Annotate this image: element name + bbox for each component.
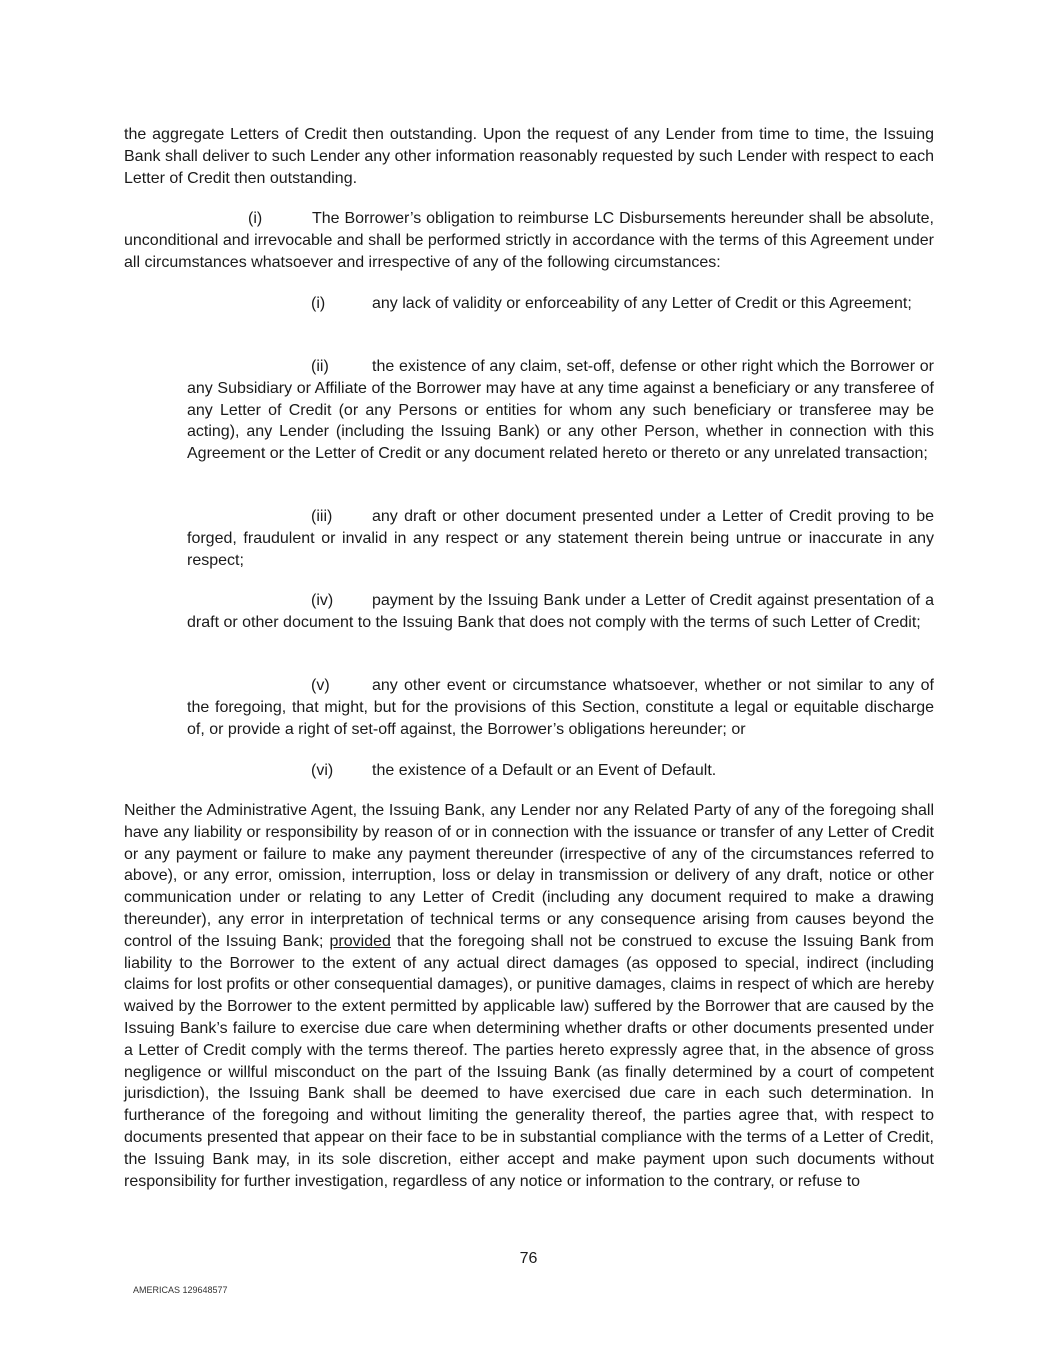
paragraph-bottom [124,800,934,1192]
clause-iv [187,590,934,634]
paragraph-top [124,124,934,189]
clause-iii [187,506,934,571]
section-i-text: The Borrower’s obligation to reimburse LC Disbursements hereunder shall be absolute, unconditional and irrevocable and shall be performed strictly in accordance with the terms of this Agreement under all circumstances whatsoever and irrespective of any of the following circumstances: [124,210,934,271]
page-number: 76 [519,1250,538,1267]
clause-text: any other event or circumstance whatsoever, whether or not similar to any of the foregoing, that might, but for the provisions of this Section, constitute a legal or equitable discharge of, or provide a right of set-off against, the Borrower’s obligations hereunder; or [187,677,934,738]
section-i-paragraph [124,208,934,273]
clause-number: (v) [311,677,330,694]
paragraph-top-text: the aggregate Letters of Credit then outstanding. Upon the request of any Lender from time to time, the Issuing Bank shall deliver to such Lender any other information reasonably requested by such Lender with respect to each Letter of Credit then outstanding. [124,126,934,187]
clause-vi [187,760,934,782]
clause-text: any draft or other document presented under a Letter of Credit proving to be forged, fraudulent or invalid in any respect or any statement therein being untrue or inaccurate in any respect; [187,508,934,569]
clause-ii [187,356,934,465]
clause-text: the existence of any claim, set-off, defense or other right which the Borrower or any Subsidiary or Affiliate of the Borrower may have at any time against a beneficiary or any transferee of any Letter of Credit (or any Persons or entities for whom any such beneficiary or transferee may be acting), any Lender (including the Issuing Bank) or any other Person, whether in connection with this Agreement or the Letter of Credit or any document related hereto or thereto or any unrelated transaction; [187,358,934,463]
clause-text: payment by the Issuing Bank under a Letter of Credit against presentation of a draft or other document to the Issuing Bank that does not comply with the terms of such Letter of Credit; [187,592,934,631]
paragraph-bottom-text [124,800,934,1192]
section-i [124,208,934,273]
clause-v [187,675,934,740]
clause-number: (i) [311,295,326,312]
provided-term: provided [329,932,391,950]
clause-i [187,293,934,315]
clause-number: (ii) [311,358,329,375]
section-i-number: (i) [248,210,263,227]
clause-number: (iii) [311,508,333,525]
paragraph-bottom-before: Neither the Administrative Agent, the Issuing Bank, any Lender nor any Related Party of any of the foregoing shall have any liability or responsibility by reason of or in connection with the issuance or transfer of any Letter of Credit or any payment or failure to make any payment thereunder (irrespective of any of the circumstances referred to above), or any error, omission, interruption, loss or delay in transmission or delivery of any draft, notice or other communication under or relating to any Letter of Credit (including any document required to make a drawing thereunder), any error in interpretation of technical terms or any consequence arising from causes beyond the control of the Issuing Bank; [124,802,934,950]
clause-text: any lack of validity or enforceability of any Letter of Credit or this Agreement; [372,295,912,312]
clause-number: (vi) [311,762,334,779]
footer-document-id: AMERICAS 129648577 [133,1285,228,1295]
clause-text: the existence of a Default or an Event of Default. [372,762,717,779]
clause-number: (iv) [311,592,334,609]
paragraph-bottom-after: that the foregoing shall not be construed to excuse the Issuing Bank from liability to the Borrower to the extent of any actual direct damages (as opposed to special, indirect (including claims for lost profits or other consequential damages), or punitive damages, claims in respect of which are hereby waived by the Borrower to the extent permitted by applicable law) suffered by the Borrower that are caused by the Issuing Bank’s failure to exercise due care when determining whether drafts or other documents presented under a Letter of Credit comply with the terms thereof. The parties hereto expressly agree that, in the absence of gross negligence or willful misconduct on the part of the Issuing Bank (as finally determined by a court of competent jurisdiction), the Issuing Bank shall be deemed to have exercised due care in each such determination. In furtherance of the foregoing and without limiting the generality thereof, the parties agree that, with respect to documents presented that appear on their face to be in substantial compliance with the terms of a Letter of Credit, the Issuing Bank may, in its sole discretion, either accept and make payment upon such documents without responsibility for further investigation, regardless of any notice or information to the contrary, or refuse to [124,932,934,1190]
